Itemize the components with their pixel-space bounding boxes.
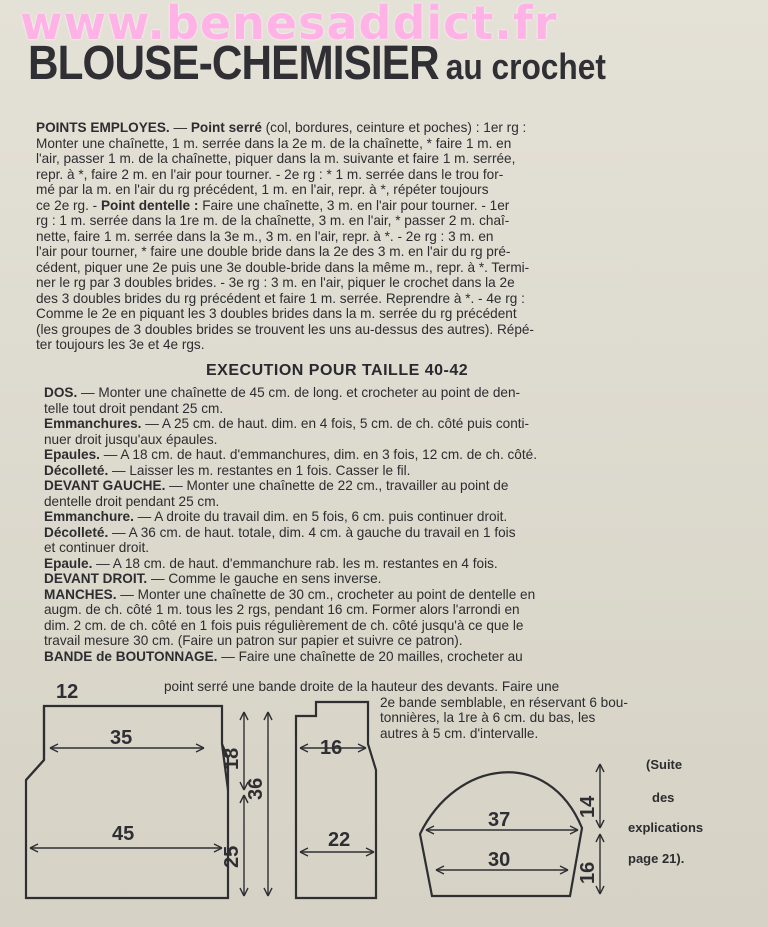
points-text: mé par la m. en l'air du rg précédent, 1 m. en l'air, repr. à *, répéter toujours: [36, 182, 489, 197]
points-text: nette, faire 1 m. serrée dans la 3e m., 3 m. en l'air, repr. à *. - 2e rg : 3 m. en: [36, 228, 494, 244]
label-back-total: 36: [245, 777, 267, 800]
execution-text: — Monter une chaînette de 22 cm., travailler au point de: [165, 478, 509, 493]
execution-bold-term: BANDE de BOUTONNAGE.: [44, 648, 218, 664]
execution-text: — Faire une chaînette de 20 mailles, crocheter au: [217, 648, 523, 664]
points-bold-term: Point serré: [190, 120, 262, 135]
watermark: www.benesaddict.fr: [20, 0, 558, 50]
title-sub: au crochet: [445, 46, 606, 87]
execution-bold-term: DEVANT DROIT.: [44, 571, 148, 586]
execution-text: travail mesure 30 cm. (Faire un patron sur papier et suivre ce patron).: [44, 633, 463, 648]
execution-bold-term: MANCHES.: [44, 586, 117, 602]
execution-text: dentelle droit pendant 25 cm.: [44, 493, 220, 509]
bande-line: point serré une bande droite de la hauteur des devants. Faire une: [164, 679, 560, 694]
execution-text: et continuer droit.: [44, 540, 150, 555]
label-back-width: 45: [112, 823, 135, 845]
label-front-shoulder: 16: [320, 737, 343, 759]
label-sleeve-cap: 14: [577, 795, 599, 818]
suite-line-1: (Suite: [646, 757, 683, 772]
execution-text: — Monter une chaînette de 45 cm. de long. et crocheter au point de den-: [77, 385, 521, 400]
execution-text: nuer droit jusqu'aux épaules.: [44, 431, 218, 447]
points-text: repr. à *, faire 2 m. en l'air pour tourner. - 2e rg : * 1 m. serrée dans le trou for-: [36, 166, 504, 182]
label-back-width-top: 35: [110, 727, 133, 749]
points-text: Faire une chaînette, 3 m. en l'air pour tourner. - 1er: [198, 197, 510, 213]
back-piece-diagram: [26, 681, 272, 898]
label-back-top: 12: [56, 681, 79, 703]
execution-text: — Monter une chaînette de 30 cm., crocheter au point de dentelle en: [116, 586, 536, 602]
points-bold-term: POINTS EMPLOYES.: [36, 120, 170, 135]
suite-line-4: page 21).: [628, 851, 685, 866]
execution-bold-term: Emmanchure.: [44, 509, 134, 524]
points-text: ter toujours les 3e et 4e rgs.: [36, 337, 205, 352]
execution-text: — A 36 cm. de haut. totale, dim. 4 cm. à gauche du travail en 1 fois: [108, 524, 516, 540]
bande-line: autres à 5 cm. d'intervalle.: [380, 725, 539, 741]
points-text: l'air pour tourner, * faire une double bride dans la 2e des 3 m. en l'air du rg pré-: [36, 244, 511, 259]
execution-text: telle tout droit pendant 25 cm.: [44, 400, 224, 416]
bande-line: 2e bande semblable, en réservant 6 bou-: [380, 694, 628, 710]
execution-text: — Laisser les m. restantes en 1 fois. Casser le fil.: [108, 462, 411, 478]
label-sleeve-bottom: 30: [488, 849, 511, 871]
execution-text: — A droite du travail dim. en 5 fois, 6 cm. puis continuer droit.: [133, 509, 508, 524]
execution-text: dim. 2 cm. de ch. côté en 1 fois puis régulièrement de ch. côté jusqu'à ce que le: [44, 617, 524, 633]
points-text: l'air, passer 1 m. de la chaînette, piquer dans la m. suivante et faire 1 m. serrée,: [36, 151, 516, 166]
points-bold-term: Point dentelle :: [100, 197, 199, 213]
execution-heading: EXECUTION POUR TAILLE 40-42: [206, 362, 469, 379]
points-text: —: [169, 120, 191, 135]
execution-bold-term: Epaules.: [44, 447, 100, 462]
points-text: (les groupes de 3 doubles brides se trouvent les uns au-dessus des autres). Répé-: [36, 321, 534, 337]
execution-bold-term: Emmanchures.: [44, 416, 142, 431]
bande-line: tonnières, la 1re à 6 cm. du bas, les: [380, 710, 596, 725]
execution-text: — A 18 cm. de haut. d'emmanchure rab. les m. restantes en 4 fois.: [92, 555, 498, 571]
execution-bold-term: Décolleté.: [44, 462, 109, 478]
label-sleeve-top: 37: [488, 809, 511, 831]
execution-text: — A 18 cm. de haut. d'emmanchures, dim. en 3 fois, 12 cm. de ch. côté.: [99, 447, 537, 462]
sleeve-diagram: [420, 764, 604, 896]
label-back-armhole: 18: [221, 747, 243, 770]
points-text: cédent, piquer une 2e puis une 3e double-bride dans la même m., repr. à *. Termi-: [36, 259, 530, 275]
execution-bold-term: DOS.: [44, 385, 78, 400]
suite-line-3: explications: [628, 820, 704, 835]
suite-line-2: des: [652, 790, 675, 805]
label-sleeve-height: 16: [577, 861, 599, 884]
execution-text: augm. de ch. côté 1 m. tous les 2 rgs, pendant 16 cm. Former alors l'arrondi en: [44, 602, 520, 617]
label-front-width: 22: [328, 829, 351, 851]
points-text: Comme le 2e en piquant les 3 doubles brides dans la m. serrée du rg précédent: [36, 306, 517, 321]
points-text: ner le rg par 3 doubles brides. - 3e rg : 3 m. en l'air, piquer le crochet dans la 2e: [36, 275, 515, 290]
points-text: (col, bordures, ceinture et poches) : 1er rg :: [261, 120, 527, 135]
title-main: BLOUSE-CHEMISIER: [28, 37, 439, 90]
points-text: Monter une chaînette, 1 m. serrée dans la 2e m. de la chaînette, * faire 1 m. en: [36, 135, 512, 151]
execution-text: — A 25 cm. de haut. dim. en 4 fois, 5 cm. de ch. côté puis conti-: [141, 416, 530, 431]
points-text: rg : 1 m. serrée dans la 1re m. de la chaînette, 3 m. en l'air, * passer 2 m. chaî-: [36, 213, 510, 228]
execution-text: — Comme le gauche en sens inverse.: [147, 571, 382, 586]
points-text: des 3 doubles brides du rg précédent et faire 1 m. serrée. Reprendre à *. - 4e rg :: [36, 290, 525, 306]
label-back-height: 25: [221, 845, 243, 868]
execution-bold-term: Epaule.: [44, 555, 93, 571]
front-piece-diagram: [296, 702, 376, 898]
execution-bold-term: DEVANT GAUCHE.: [44, 478, 166, 493]
execution-bold-term: Décolleté.: [44, 524, 109, 540]
points-text: ce 2e rg. -: [36, 197, 101, 213]
